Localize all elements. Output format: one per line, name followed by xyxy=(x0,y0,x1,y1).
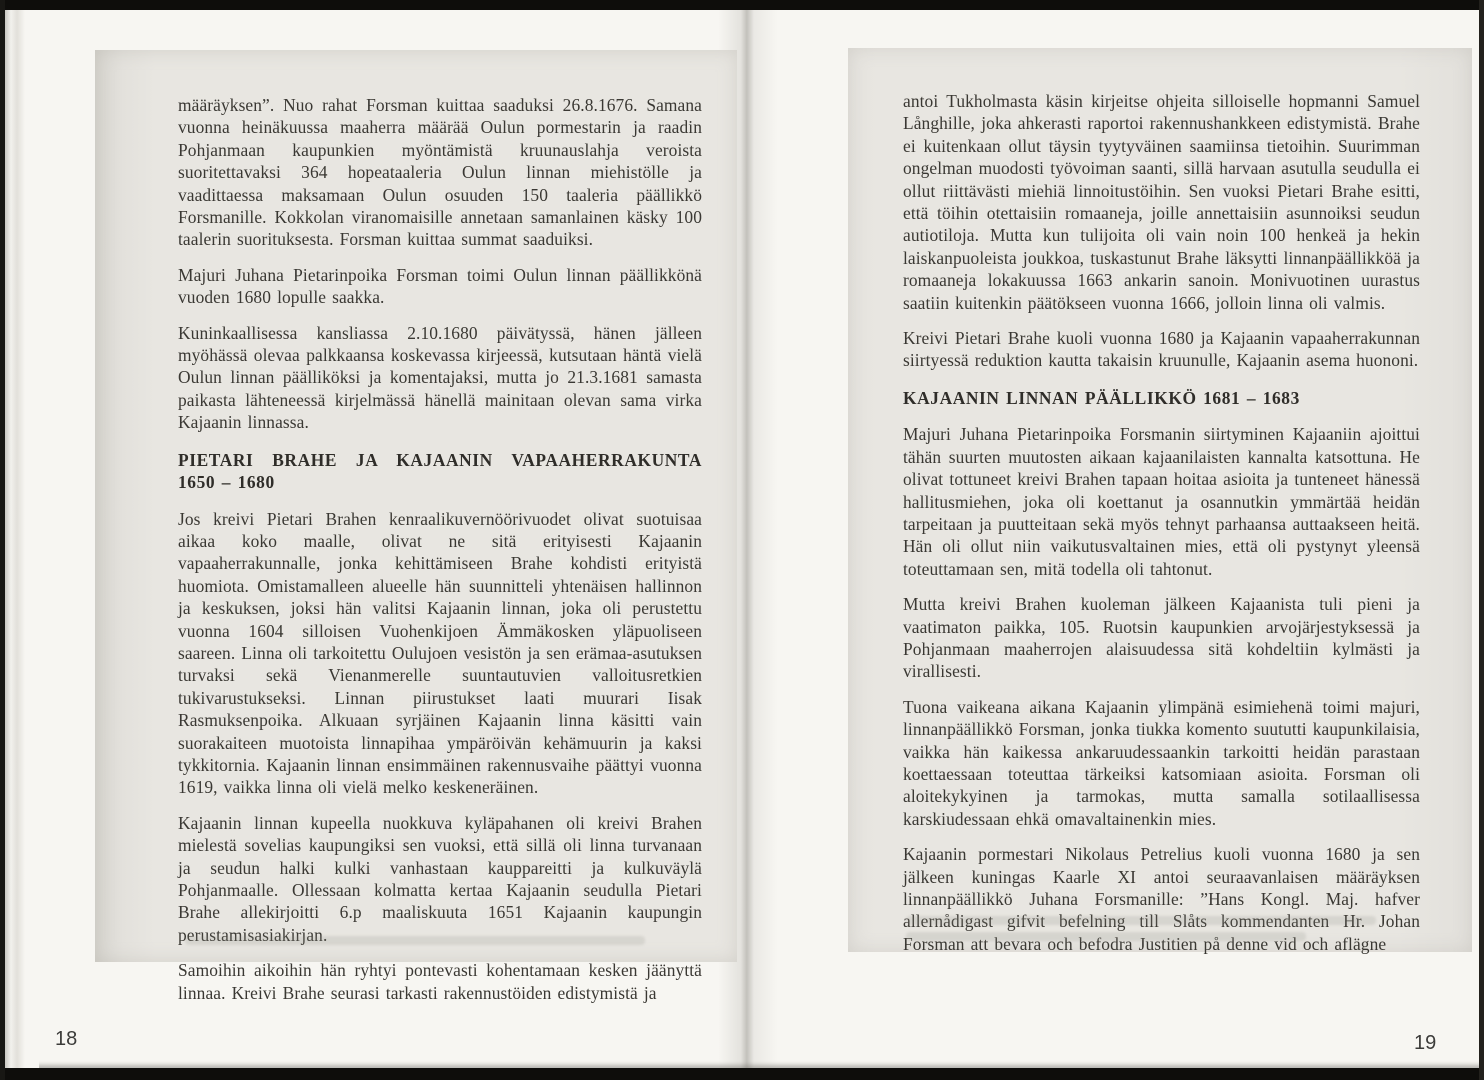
paragraph: Kajaanin linnan kupeella nuokkuva kyläpahanen oli kreivi Brahen mielestä sovelias kaupungiksi sen vuoksi, että sillä oli linna turvanaan ja seudun halki kulki vanhastaan kauppareitti ja kulkuväylä Pohjanmaalle. Ollessaan kolmatta kertaa Kajaanin seudulla Pietari Brahe allekirjoitti 6.p maaliskuuta 1651 Kajaanin kaupungin perustamisasiakirjan. xyxy=(178,812,702,945)
paragraph: Jos kreivi Pietari Brahen kenraalikuvernöörivuodet olivat suotuisaa aikaa koko maalle, olivat ne sitä erityisesti Kajaanin vapaaherrakunnalle, jonka kehittämiseen Brahe kohdisti erityistä huomiota. Omistamalleen alueelle hän suunnitteli yhtenäisen hallinnon ja keskuksen, joksi hän valitsi Kajaanin linnan, joka oli perustettu vuonna 1604 silloisen Vuohenkijoen Ämmäkosken yläpuoliseen saareen. Linna oli tarkoitettu Oulujoen vesistön ja sen erämaa-asutuksen turvaksi sekä Vienanmerelle suuntautuvien valloitusretkien tukivarustukseksi. Linnan piirustukset laati muurari Iisak Rasmuksenpoika. Alkuaan syrjäinen Kajaanin linna käsitti vain suorakaiteen muotoista linnapihaa ympäröivän kehämuurin ja kaksi tykkitornia. Kajaanin linnan ensimmäinen rakennusvaihe päättyi vuonna 1619, vaikka linna oli vielä melko keskeneräinen. xyxy=(178,508,702,798)
scan-right-edge xyxy=(1479,0,1484,1080)
paragraph: Kuninkaallisessa kansliassa 2.10.1680 päivätyssä, hänen jälleen myöhässä olevaa palkkaansa koskevassa kirjeessä, kutsutaan häntä vielä Oulun linnan päälliköksi ja komentajaksi, mutta jo 21.3.1681 samasta paikasta lähteneessä kirjelmässä hänellä mainitaan olevan sama virka Kajaanin linnassa. xyxy=(178,322,702,433)
right-page-text-column xyxy=(903,90,1420,955)
paragraph: Kreivi Pietari Brahe kuoli vuonna 1680 ja Kajaanin vapaaherrakunnan siirtyessä reduktion kautta takaisin kruunulle, Kajaanin asema huononi. xyxy=(903,328,1420,371)
bleedthrough-smudge xyxy=(906,916,1376,925)
section-heading-line2: 1650 – 1680 xyxy=(178,472,275,493)
left-page-text-column xyxy=(178,94,702,1004)
paragraph: Mutta kreivi Brahen kuoleman jälkeen Kajaanista tuli pieni ja vaatimaton paikka, 105. Ruotsin kaupunkien arvojärjestyksessä ja Pohjanmaan maaherrojen alaisuudessa sitä kohdeltiin kylmästi ja virallisesti. xyxy=(903,594,1420,682)
paragraph: Samoihin aikoihin hän ryhtyi pontevasti kohentamaan kesken jäänyttä linnaa. Kreivi Brahe seurasi tarkasti rakennustöiden edistymistä ja xyxy=(178,960,702,1003)
paragraph: Tuona vaikeana aikana Kajaanin ylimpänä esimiehenä toimi majuri, linnanpäällikkö Forsman, jonka tiukka komento suututti kaupunkilaisia, vaikka hän kaikessa ankaruudessaankin tarkoitti heidän parastaan koettaessaan toteuttaa tärkeiksi katsomiaan asioita. Forsman oli aloitekykyinen ja tarmokas, mutta samalla sotilaallisessa karskiudessaan ehkä omavaltainenkin mies. xyxy=(903,696,1420,829)
scan-top-edge xyxy=(0,0,1484,10)
section-heading-line1: PIETARI BRAHE JA KAJAANIN VAPAAHERRAKUNTA xyxy=(178,449,702,470)
page-number-right: 19 xyxy=(1414,1032,1437,1054)
paragraph: määräyksen”. Nuo rahat Forsman kuittaa saaduksi 26.8.1676. Samana vuonna heinäkuussa maaherra määrää Oulun pormestarin ja raadin Pohjanmaan kaupunkien myöntämistä kruunauslahja veroista suoritettavaksi 364 hopeataaleria Oulun linnan miehistölle ja vaadittaessa maksamaan Oulun osuuden 150 taaleria päällikkö Forsmanille. Kokkolan viranomaisille annetaan samanlainen käsky 100 taalerin suorituksesta. Forsman kuittaa summat saaduiksi. xyxy=(178,95,702,250)
bleedthrough-smudge xyxy=(906,932,1306,941)
left-page-scan-area xyxy=(95,50,737,1003)
scan-bottom-edge xyxy=(0,1068,1484,1080)
paragraph: Majuri Juhana Pietarinpoika Forsman toimi Oulun linnan päällikkönä vuoden 1680 lopulle saakka. xyxy=(178,264,702,308)
bleedthrough-smudge xyxy=(185,936,645,945)
paragraph: Majuri Juhana Pietarinpoika Forsmanin siirtyminen Kajaaniin ajoittui tähän suurten muutosten aikaan kajaanilaisten kannalta katsottuna. He olivat tottuneet kreivi Brahen tapaan hoitaa asioita ja tunteneet hänessä hallitusmiehen, joka oli koettanut ja osannutkin ymmärtää heidän tarpeitaan ja puutteitaan sekä myös tehnyt parhaansa auttaakseen heitä. Hän oli ollut niin vaikutusvaltainen mies, että oli pystynyt yleensä toteuttamaan sen, mitä todella oli tahtonut. xyxy=(903,424,1420,579)
page-number-left: 18 xyxy=(55,1028,78,1050)
section-heading xyxy=(178,449,702,494)
section-heading xyxy=(903,387,1420,409)
paragraph: Kajaanin pormestari Nikolaus Petrelius kuoli vuonna 1680 ja sen jälkeen kuningas Kaarle XI antoi seuraavanlaisen määräyksen linnanpäällikkö Juhana Forsmanille: ”Hans Kongl. Maj. hafver allernådigast gifvit befelning till Slåts kommendanten Hr. Johan Forsman att bevara och befodra Justitien på denne vid och aflägne xyxy=(903,844,1420,954)
page-stack-edges xyxy=(5,10,39,1068)
paragraph: antoi Tukholmasta käsin kirjeitse ohjeita silloiselle hopmanni Samuel Långhille, joka ahkerasti raportoi rakennushankkeen edistymistä. Brahe ei kuitenkaan ollut täysin tyytyväinen saamiinsa tietoihin. Suurimman ongelman muodosti työvoiman saanti, sillä harvaan asutulla seudulla ei ollut riittävästi miehiä linnoitustöihin. Sen vuoksi Pietari Brahe esitti, että töihin otettaisiin romaaneja, joille annettaisiin asunnoiksi seudun autiotiloja. Mutta kun tulijoita oli vain noin 100 henkeä ja hekin laiskanpuoleista joukkoa, tuskastunut Brahe läksytti linnanpäällikköä ja romaaneja lokakuussa 1663 ankarin sanoin. Monivuotinen uurastus saatiin kuitenkin päätökseen vuonna 1666, jolloin linna oli valmis. xyxy=(903,91,1420,313)
section-heading-line: KAJAANIN LINNAN PÄÄLLIKKÖ 1681 – 1683 xyxy=(903,387,1300,408)
right-page-scan-area xyxy=(848,48,1472,952)
